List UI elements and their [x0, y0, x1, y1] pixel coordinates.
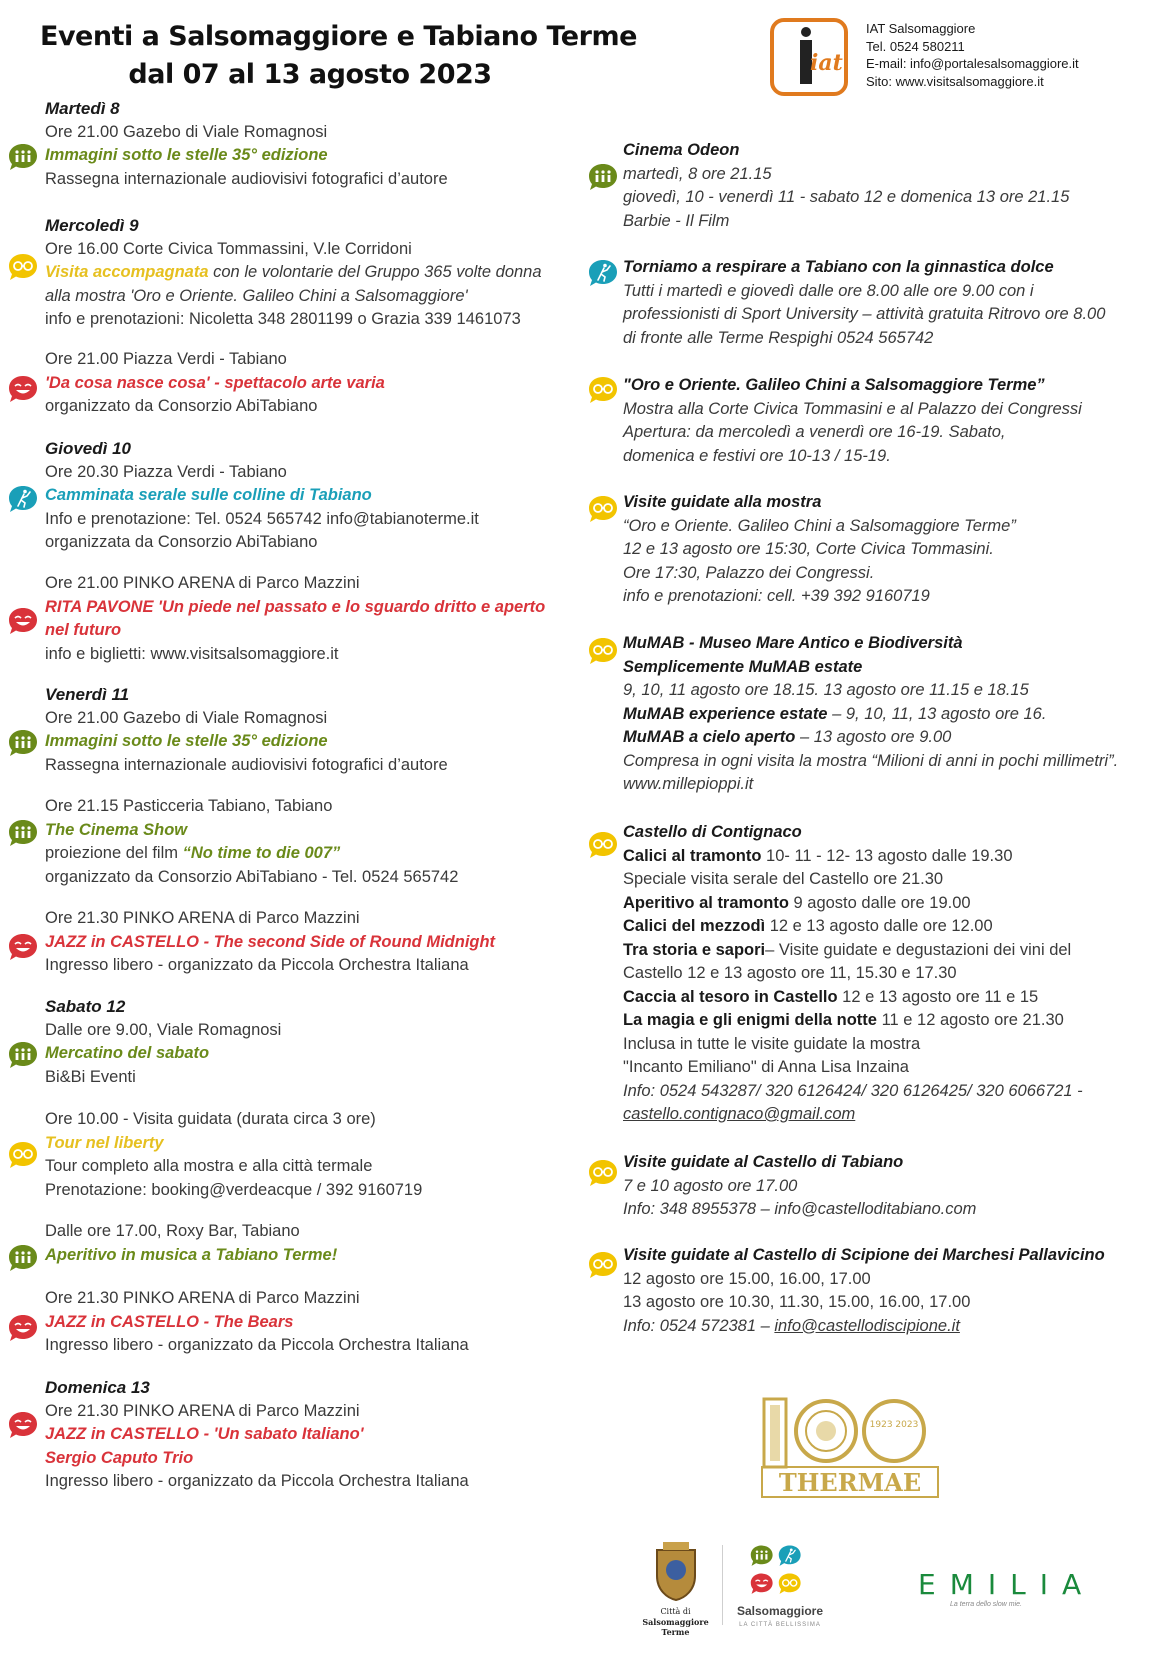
- thermae-100-logo: [760, 1395, 940, 1505]
- emilia-brand: EMILIA: [918, 1568, 1096, 1601]
- title-line-1: Eventi a Salsomaggiore e Tabiano Terme: [40, 21, 637, 52]
- day-heading: Venerdì 11: [45, 685, 130, 704]
- salso-tagline: LA CITTÀ BELLISSIMA: [739, 1622, 821, 1628]
- event-sabato-12-b: [45, 1108, 422, 1202]
- iat-email[interactable]: E-mail: info@portalesalsomaggiore.it: [866, 56, 1079, 71]
- event-time-place: Ore 21.30 PINKO ARENA di Parco Mazzini: [45, 1401, 360, 1420]
- event-title: Tour nel liberty: [45, 1133, 164, 1152]
- footer-divider: [722, 1545, 723, 1625]
- event-time-place: Ore 21.00 Piazza Verdi - Tabiano: [45, 350, 287, 368]
- event-time-place: Ore 21.30 PINKO ARENA di Parco Mazzini: [45, 1289, 360, 1307]
- event-title: Visite guidate al Castello di Scipione dei Marchesi Pallavicino: [623, 1246, 1105, 1264]
- event-title: Immagini sotto le stelle 35° edizione: [45, 146, 328, 164]
- emilia-tagline: La terra dello slow mie.: [950, 1601, 1022, 1608]
- event-giovedi-10: [45, 437, 479, 555]
- day-heading: Martedì 8: [45, 99, 120, 118]
- theater-mask-icon: [8, 1410, 38, 1440]
- event-organizer: Ingresso libero - organizzato da Piccola Orchestra Italiana: [45, 1336, 469, 1354]
- event-time-place: Ore 21.15 Pasticceria Tabiano, Tabiano: [45, 797, 333, 815]
- event-title: Camminata serale sulle colline di Tabiano: [45, 486, 372, 504]
- event-title: Torniamo a respirare a Tabiano con la ginnastica dolce: [623, 258, 1054, 276]
- event-performer: Sergio Caputo Trio: [45, 1448, 194, 1467]
- event-ginnastica: Torniamo a respirare a Tabiano con la ginnastica dolce Tutti i martedì e giovedì dalle ore 8.00 alle ore 9.00 con i professionisti di Sport University – attività gratuita Ritrovo ore 8.00 di fronte alle Terme Respighi 0524 565742: [623, 258, 1106, 347]
- culture-icon: [8, 1040, 38, 1070]
- glasses-icon: [588, 1158, 618, 1188]
- culture-icon: [8, 1243, 38, 1273]
- event-time-place: Ore 21.30 PINKO ARENA di Parco Mazzini: [45, 909, 360, 927]
- event-time-place: Dalle ore 9.00, Viale Romagnosi: [45, 1020, 282, 1039]
- city-crest: [628, 1540, 723, 1640]
- theater-mask-icon: [8, 606, 38, 636]
- iat-logo: [770, 18, 848, 96]
- event-title: Mercatino del sabato: [45, 1044, 210, 1062]
- iat-logo-text: iat: [810, 50, 843, 76]
- event-title: Visita accompagnata: [45, 263, 209, 281]
- event-martedi-8: [45, 97, 448, 191]
- day-heading: Mercoledì 9: [45, 216, 139, 235]
- email-link[interactable]: castello.contignaco@gmail.com: [623, 1105, 856, 1123]
- event-title-cont: nel futuro: [45, 621, 122, 639]
- salso-brand: Salsomaggiore: [736, 1604, 824, 1618]
- iat-contact-block: [866, 20, 1079, 90]
- event-description: alla mostra 'Oro e Oriente. Galileo Chini a Salsomaggiore': [45, 286, 468, 305]
- event-time-place: Ore 10.00 - Visita guidata (durata circa 3 ore): [45, 1110, 376, 1128]
- event-time-place: Ore 21.00 Gazebo di Viale Romagnosi: [45, 122, 328, 141]
- thermae-years: 1923 2023: [869, 1420, 919, 1430]
- event-organizer: organizzato da Consorzio AbiTabiano - Tel. 0524 565742: [45, 867, 459, 886]
- event-mumab: MuMAB - Museo Mare Antico e Biodiversità Semplicemente MuMAB estate 9, 10, 11 agosto ore 18.15. 13 agosto ore 11.15 e 18.15 MuMAB experience estate – 9, 10, 11, 13 agosto ore 16. MuMAB a cielo aperto – 13 agosto ore 9.00 Compresa in ogni visita la mostra “Milioni di anni in pochi millimetri”. www.millepioppi.it: [623, 632, 1118, 797]
- day-heading: Domenica 13: [45, 1378, 150, 1397]
- page-title: [40, 18, 637, 94]
- event-contact: Info e prenotazione: Tel. 0524 565742 info@tabianoterme.it: [45, 509, 479, 528]
- city-crest-icon: [651, 1540, 701, 1602]
- event-oro-e-oriente: "Oro e Oriente. Galileo Chini a Salsomaggiore Terme” Mostra alla Corte Civica Tommasini e al Palazzo dei Congressi Apertura: da mercoledì a venerdì ore 16-19. Sabato, domenica e festivi ore 10-13 / 15-19.: [623, 376, 1082, 465]
- culture-icon: [8, 728, 38, 758]
- event-venerdi-11-c: [45, 907, 495, 978]
- event-description: Rassegna internazionale audiovisivi fotografici d’autore: [45, 169, 448, 188]
- event-organizer: organizzato da Consorzio AbiTabiano: [45, 397, 318, 415]
- culture-icon: [8, 142, 38, 172]
- event-venerdi-11-b: Ore 21.15 Pasticceria Tabiano, Tabiano The Cinema Show proiezione del film “No time to die 007” organizzato da Consorzio AbiTabiano - Tel. 0524 565742: [45, 795, 458, 889]
- event-subtitle: Semplicemente MuMAB estate: [623, 657, 863, 676]
- glasses-icon: [588, 375, 618, 405]
- event-link[interactable]: www.millepioppi.it: [623, 775, 754, 793]
- event-sabato-12: [45, 995, 281, 1089]
- glasses-icon: [588, 1250, 618, 1280]
- theater-mask-icon: [8, 932, 38, 962]
- day-heading: Sabato 12: [45, 997, 126, 1016]
- wellness-icon: [588, 258, 618, 288]
- event-organizer: organizzata da Consorzio AbiTabiano: [45, 533, 318, 551]
- event-title: JAZZ in CASTELLO - 'Un sabato Italiano': [45, 1425, 364, 1443]
- culture-icon: [8, 818, 38, 848]
- event-contact: Prenotazione: booking@verdeacque / 392 9160719: [45, 1180, 423, 1199]
- event-cinema-odeon: Cinema Odeon martedì, 8 ore 21.15 giovedì, 10 - venerdì 11 - sabato 12 e domenica 13 ore 21.15 Barbie - Il Film: [623, 141, 1070, 230]
- event-title: Visite guidate alla mostra: [623, 493, 822, 511]
- glasses-icon: [588, 494, 618, 524]
- event-title: The Cinema Show: [45, 820, 188, 839]
- theater-mask-icon: [8, 1313, 38, 1343]
- event-sabato-12-d: [45, 1287, 469, 1358]
- event-title: RITA PAVONE 'Un piede nel passato e lo sguardo dritto e aperto: [45, 597, 546, 616]
- glasses-icon: [8, 1140, 38, 1170]
- city-caption-2: Salsomaggiore Terme: [642, 1617, 709, 1637]
- event-organizer: Ingresso libero - organizzato da Piccola Orchestra Italiana: [45, 1472, 469, 1490]
- salsomaggiore-logo: [730, 1542, 830, 1642]
- culture-icon: [588, 162, 618, 192]
- event-title: "Oro e Oriente. Galileo Chini a Salsomaggiore Terme”: [623, 376, 1045, 394]
- city-caption-1: Città di: [660, 1607, 691, 1616]
- email-link[interactable]: info@castellodiscipione.it: [774, 1316, 960, 1335]
- event-time-place: Ore 21.00 PINKO ARENA di Parco Mazzini: [45, 574, 360, 592]
- event-organizer: Bi&Bi Eventi: [45, 1067, 136, 1086]
- film-title: “No time to die 007”: [182, 844, 341, 862]
- event-giovedi-10-b: [45, 572, 545, 666]
- glasses-icon: [8, 252, 38, 282]
- event-title: Cinema Odeon: [623, 141, 740, 159]
- thermae-text: THERMAE: [778, 1468, 922, 1497]
- iat-tel: Tel. 0524 580211: [866, 38, 965, 54]
- event-title: Castello di Contignaco: [623, 823, 802, 841]
- glasses-icon: [588, 636, 618, 666]
- event-sabato-12-c: [45, 1220, 337, 1267]
- iat-site[interactable]: Sito: www.visitsalsomaggiore.it: [866, 73, 1044, 89]
- event-description: Rassegna internazionale audiovisivi fotografici d’autore: [45, 755, 448, 774]
- event-title: Immagini sotto le stelle 35° edizione: [45, 732, 328, 750]
- event-time-place: Dalle ore 17.00, Roxy Bar, Tabiano: [45, 1222, 300, 1240]
- emilia-logo: [918, 1568, 1098, 1618]
- event-domenica-13: [45, 1376, 469, 1494]
- event-time-place: Ore 20.30 Piazza Verdi - Tabiano: [45, 462, 287, 481]
- title-line-2: dal 07 al 13 agosto 2023: [128, 59, 492, 90]
- event-title: JAZZ in CASTELLO - The second Side of Round Midnight: [45, 932, 496, 951]
- event-title: Aperitivo in musica a Tabiano Terme!: [45, 1245, 338, 1264]
- day-heading: Giovedì 10: [45, 439, 131, 458]
- event-visite-mostra: Visite guidate alla mostra “Oro e Oriente. Galileo Chini a Salsomaggiore Terme” 12 e 13 agosto ore 15:30, Corte Civica Tommasini. Ore 17:30, Palazzo dei Congressi. info e prenotazioni: cell. +39 392 9160719: [623, 493, 1016, 605]
- event-venerdi-11: [45, 683, 448, 777]
- glasses-icon: [588, 830, 618, 860]
- event-time-place: Ore 21.00 Gazebo di Viale Romagnosi: [45, 708, 328, 727]
- event-title: Visite guidate al Castello di Tabiano: [623, 1153, 904, 1171]
- event-time-place: Ore 16.00 Corte Civica Tommassini, V.le Corridoni: [45, 239, 412, 258]
- event-castello-scipione: Visite guidate al Castello di Scipione dei Marchesi Pallavicino 12 agosto ore 15.00, 16.00, 17.00 13 agosto ore 10.30, 11.30, 15.00, 16.00, 17.00 Info: 0524 572381 – info@castellodiscipione.it: [623, 1246, 1105, 1335]
- event-mercoledi-9: Mercoledì 9 Ore 16.00 Corte Civica Tommassini, V.le Corridoni Visita accompagnata con le volontarie del Gruppo 365 volte donna alla mostra 'Oro e Oriente. Galileo Chini a Salsomaggiore' info e prenotazioni: Nicoletta 348 2801199 o Grazia 339 1461073: [45, 214, 542, 332]
- event-castello-tabiano: Visite guidate al Castello di Tabiano 7 e 10 agosto ore 17.00 Info: 348 8955378 – info@castelloditabiano.com: [623, 1153, 977, 1218]
- event-title: JAZZ in CASTELLO - The Bears: [45, 1312, 294, 1331]
- event-organizer: Ingresso libero - organizzato da Piccola Orchestra Italiana: [45, 956, 469, 974]
- event-mercoledi-9-b: [45, 348, 385, 419]
- event-contact: info e prenotazioni: Nicoletta 348 2801199 o Grazia 339 1461073: [45, 310, 521, 328]
- iat-name: IAT Salsomaggiore: [866, 21, 976, 36]
- event-description: Tour completo alla mostra e alla città termale: [45, 1157, 373, 1175]
- event-contact: info e biglietti: www.visitsalsomaggiore.it: [45, 644, 339, 663]
- event-title: MuMAB - Museo Mare Antico e Biodiversità: [623, 634, 963, 652]
- theater-mask-icon: [8, 374, 38, 404]
- wellness-icon: [8, 484, 38, 514]
- event-title: 'Da cosa nasce cosa' - spettacolo arte varia: [45, 373, 385, 392]
- event-castello-contignaco: Castello di Contignaco Calici al tramonto 10- 11 - 12- 13 agosto dalle 19.30 Speciale visita serale del Castello ore 21.30 Aperitivo al tramonto 9 agosto dalle ore 19.00 Calici del mezzodì 12 e 13 agosto dalle ore 12.00 Tra storia e sapori– Visite guidate e degustazioni dei vini del Castello 12 e 13 agosto ore 11, 15.30 e 17.30 Caccia al tesoro in Castello 12 e 13 agosto ore 11 e 15 La magia e gli enigmi della notte 11 e 12 agosto ore 21.30 Inclusa in tutte le visite guidate la mostra "Incanto Emiliano" di Anna Lisa Inzaina Info: 0524 543287/ 320 6126424/ 320 6126425/ 320 6066721 - castello.contignaco@gmail.com: [623, 821, 1083, 1127]
